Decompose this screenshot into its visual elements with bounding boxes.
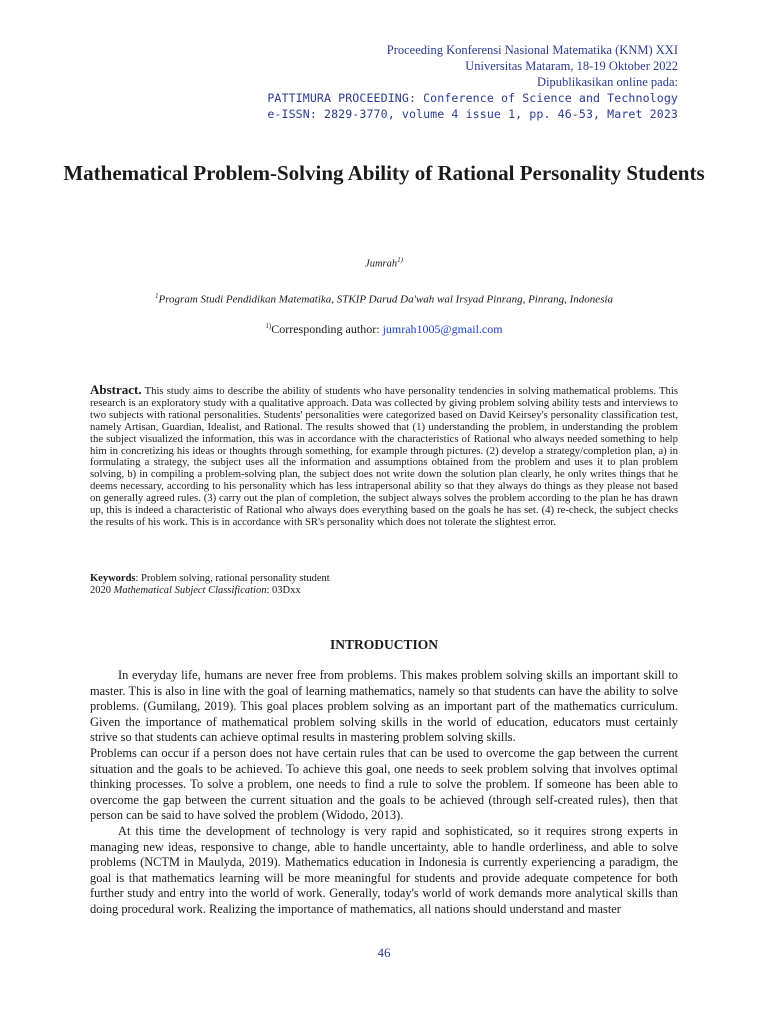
keywords-line xyxy=(90,573,678,585)
paragraph-2: Problems can occur if a person does not have certain rules that can be used to overcome the gap between the current situation and the goals to be achieved. To achieve this goal, one needs to seek problem solving that involves optimal thinking processes. To solve a problem, one needs to find a rule to solve the problem. If someone has been able to overcome the gap between the current situation and the goals to be achieved (through self-created rules), then that person can be said to have solved the problem (Widodo, 2013). xyxy=(90,745,678,823)
header-published-online: Dipublikasikan online pada: xyxy=(537,75,678,89)
corresponding-label: Corresponding author: xyxy=(271,322,383,336)
affiliation-text: Program Studi Pendidikan Matematika, STKIP Darud Da'wah wal Irsyad Pinrang, Pinrang, Indonesia xyxy=(158,293,614,306)
journal-header xyxy=(267,42,678,122)
abstract-heading: Abstract. xyxy=(90,382,142,397)
header-proceeding-name: PATTIMURA PROCEEDING: Conference of Science and Technology xyxy=(267,91,678,105)
paragraph-1: In everyday life, humans are never free from problems. This makes problem solving skills an important skill to master. This is also in line with the goal of learning mathematics, namely so that students can have the ability to solve problems. (Gumilang, 2019). This goal places problem solving as an important part of the mathematics curriculum. Given the importance of mathematical problem solving skills in the world of education, educators must certainly strive so that students can achieve optimal results in mastering problem solving skills. xyxy=(90,668,678,745)
corresponding-sup: 1) xyxy=(265,322,272,330)
msc-value: : 03Dxx xyxy=(266,585,301,596)
keywords-heading: Keywords xyxy=(90,573,136,584)
author-sup: 1) xyxy=(397,256,403,264)
affiliation-line xyxy=(0,292,768,306)
header-venue: Universitas Mataram, 18-19 Oktober 2022 xyxy=(465,59,678,73)
corresponding-author-line xyxy=(0,322,768,337)
paper-title: Mathematical Problem-Solving Ability of Rational Personality Students xyxy=(63,161,705,185)
affiliation-sup: 1 xyxy=(154,292,159,300)
page-number: 46 xyxy=(377,945,391,960)
msc-label: Mathematical Subject Classification xyxy=(113,585,267,596)
paragraph-3: At this time the development of technology is very rapid and sophisticated, so it requires strong experts in managing new ideas, responsive to change, able to handle uncertainty, able to handle orderliness, and able to solve problems (NCTM in Maulyda, 2019). Mathematics education in Indonesia is currently experiencing a paradigm, the goal is that mathematics learning will be more meaningful for students and provide adequate competence for both further study and entry into the world of work. Generally, today's world of work demands more analytical skills than doing procedural work. Realizing the importance of mathematics, all nations should understand and master xyxy=(90,823,678,916)
abstract-block xyxy=(90,384,678,529)
keywords-text: : Problem solving, rational personality student xyxy=(135,573,330,584)
introduction-body xyxy=(90,668,678,918)
header-conference: Proceeding Konferensi Nasional Matematika (KNM) XXI xyxy=(386,43,678,57)
author-name: Jumrah xyxy=(365,258,398,270)
corresponding-email-link[interactable]: jumrah1005@gmail.com xyxy=(382,322,503,336)
keywords-block xyxy=(90,573,678,597)
msc-line xyxy=(90,585,678,597)
header-issn: e-ISSN: 2829-3770, volume 4 issue 1, pp. 46-53, Maret 2023 xyxy=(267,107,678,121)
author-line xyxy=(0,256,768,270)
msc-prefix: 2020 xyxy=(90,585,114,596)
section-heading-introduction: INTRODUCTION xyxy=(329,637,438,652)
abstract-text: This study aims to describe the ability of students who have personality tendencies in solving mathematical problems. This research is an exploratory study with a qualitative approach. Data was collected by giving problem solving ability tests and interviews to two subjects with rational personalities. Students' personalities were categorized based on David Keirsey's personality classification test, namely Artisan, Guardian, Idealist, and Rational. The results showed that (1) understanding the problem, in understanding the problem the subject visualized the information, this was in accordance with the characteristics of Rational who always needed something to help him in concretizing his ideas or thoughts through something, for example through pictures. (2) develop a strategy/completion plan, a) in formulating a strategy, the subject uses all the information and assumptions obtained from the problem and uses it to plan problem solving, b) in compiling a problem-solving plan, the subject does not write down the solution plan clearly, he only writes things that he deems necessary, according to his personality which has less intrapersonal ability so that they always do things as they please not based on generally agreed rules. (3) carry out the plan of completion, the subject always solves the problem according to the plan he has drawn up, this is indeed a characteristic of Rational who always does everything based on the goals he has set. (4) re-check, the subject checks the results of his work. This is in accordance with SR's personality which does not tolerate the slightest error. xyxy=(90,385,679,528)
